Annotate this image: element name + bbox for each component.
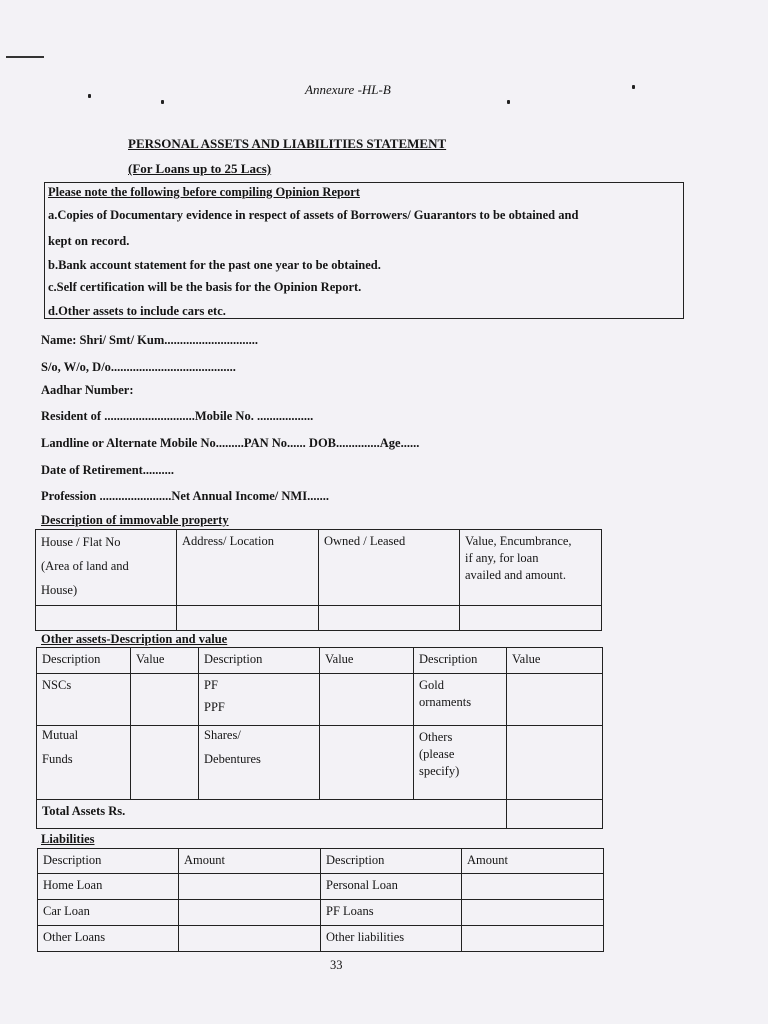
table-header-row [38,849,604,874]
retirement-field: Date of Retirement.......... [41,463,175,477]
header-cell: Value [320,648,414,674]
input-cell[interactable] [507,674,603,726]
header-cell: Description [38,849,179,874]
header-cell: Value [507,648,603,674]
total-assets-label: Total Assets Rs. [37,800,507,829]
input-cell[interactable] [179,874,321,900]
instructions-box [44,182,684,319]
profession-income-field: Profession .......................Net Annual Income/ NMI....... [41,489,329,503]
input-cell[interactable] [460,606,602,631]
input-cell[interactable] [131,726,199,800]
table-cell: Mutual Funds [37,726,131,800]
scan-speck [88,94,91,98]
header-cell: Description [199,648,320,674]
table-cell: Home Loan [38,874,179,900]
header-cell: Owned / Leased [319,530,460,606]
table-cell: Car Loan [38,900,179,926]
header-cell: Description [414,648,507,674]
input-cell[interactable] [319,606,460,631]
table-cell: PF PPF [199,674,320,726]
table-row [38,900,604,926]
resident-mobile-field: Resident of .............................Mobile No. .................. [41,409,314,423]
instruction-item: c.Self certification will be the basis for the Opinion Report. [48,280,362,294]
instruction-item: kept on record. [48,234,130,248]
header-cell: Amount [462,849,604,874]
scan-speck [507,100,510,104]
instruction-item: a.Copies of Documentary evidence in respect of assets of Borrowers/ Guarantors to be obtained and [48,208,579,222]
input-cell[interactable] [179,926,321,952]
table-row [38,926,604,952]
header-cell: Value [131,648,199,674]
page-subtitle: (For Loans up to 25 Lacs) [128,161,272,176]
input-cell[interactable] [462,874,604,900]
table-cell: Personal Loan [321,874,462,900]
landline-pan-dob-field: Landline or Alternate Mobile No.........PAN No...... DOB..............Age...... [41,436,420,450]
table-row [37,674,603,726]
input-cell[interactable] [179,900,321,926]
relation-field: S/o, W/o, D/o........................................ [41,360,236,374]
liabilities-heading: Liabilities [41,832,95,846]
table-header-row [36,530,602,606]
table-cell: PF Loans [321,900,462,926]
page-number: 33 [330,958,343,972]
input-cell[interactable] [36,606,177,631]
table-row [37,726,603,800]
name-field: Name: Shri/ Smt/ Kum.............................. [41,333,259,347]
scan-mark [6,56,44,58]
immovable-heading: Description of immovable property [41,513,229,527]
input-cell[interactable] [320,674,414,726]
input-cell[interactable] [507,800,603,829]
other-assets-heading: Other assets-Description and value [41,632,228,646]
instruction-item: b.Bank account statement for the past one year to be obtained. [48,258,381,272]
table-cell: Other liabilities [321,926,462,952]
aadhar-field: Aadhar Number: [41,383,134,397]
header-cell: House / Flat No (Area of land and House) [36,530,177,606]
input-cell[interactable] [462,900,604,926]
table-row [38,874,604,900]
header-cell: Address/ Location [177,530,319,606]
scan-speck [632,85,635,89]
input-cell[interactable] [320,726,414,800]
input-cell[interactable] [177,606,319,631]
instruction-item: d.Other assets to include cars etc. [48,304,226,318]
scan-speck [161,100,164,104]
immovable-table [35,529,602,631]
header-cell: Amount [179,849,321,874]
instructions-heading: Please note the following before compiling Opinion Report [48,185,360,199]
header-cell: Value, Encumbrance, if any, for loan availed and amount. [460,530,602,606]
total-row [37,800,603,829]
table-header-row [37,648,603,674]
annexure-label: Annexure -HL-B [305,82,391,97]
table-cell: NSCs [37,674,131,726]
table-cell: Other Loans [38,926,179,952]
liabilities-table [37,848,604,952]
page-title: PERSONAL ASSETS AND LIABILITIES STATEMENT [128,136,447,151]
input-cell[interactable] [131,674,199,726]
table-cell: Gold ornaments [414,674,507,726]
input-cell[interactable] [507,726,603,800]
header-cell: Description [37,648,131,674]
input-cell[interactable] [462,926,604,952]
table-row [36,606,602,631]
table-cell: Shares/ Debentures [199,726,320,800]
other-assets-table [36,647,603,829]
table-cell: Others (please specify) [414,726,507,800]
header-cell: Description [321,849,462,874]
